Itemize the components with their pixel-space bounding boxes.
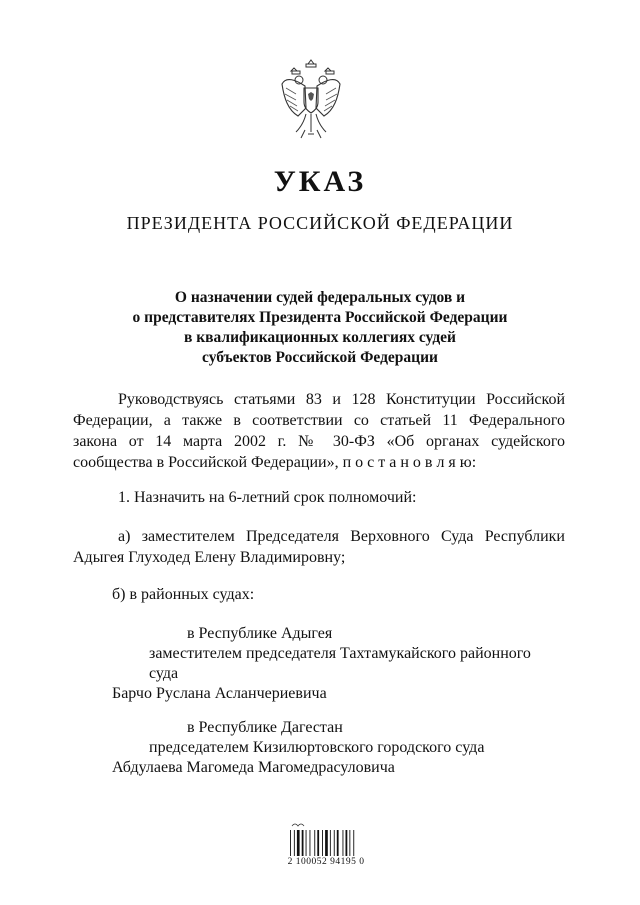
preamble-line-3: закона от 14 марта 2002 г. № 30-ФЗ «Об органах судейского [73,433,565,450]
dagestan-person: Абдулаева Магомеда Магомедрасуловича [112,759,395,776]
document-subject [0,288,640,368]
document-page: УКАЗ ПРЕЗИДЕНТА РОССИЙСКОЙ ФЕДЕРАЦИИ О назначении судей федеральных судов и о представителях Президента Российской Федерации в квалификационных коллегиях судей субъектов Российской Федерации Руководствуясь статьями 83 и 128 Конституции Российской Федерации, а также в соответствии со статьей 11 Федерального закона от 14 марта 2002 г. № 30-ФЗ «Об органах судейского сообщества в Российской Федерации», п о с т а н о в л я ю: 1. Назначить на 6-летний срок полномочий: а) заместителем Председателя Верховного Суда Республики Адыгея Глуходед Елену Владимировну; б) в районных судах: в Республике Адыгея заместителем председателя Тахтамукайского районного суда Барчо Руслана Асланчериевича в Республике Дагестан председателем Кизилюртовского городского суда Абдулаева Магомеда Магомедрасуловича 2 100052 94195 0 [0,0,640,905]
subject-line: в квалификационных коллегиях судей [184,329,456,346]
item-1: 1. Назначить на 6-летний срок полномочий: [118,489,417,506]
item-a-line-1: а) заместителем Председателя Верховного Суда Республики [118,528,565,545]
preamble-line-4: сообщества в Российской Федерации», п о с т а н о в л я ю: [73,454,477,471]
barcode-number: 2 100052 94195 0 [287,857,365,867]
item-b: б) в районных судах: [112,586,255,603]
document-title: УКАЗ [273,165,367,198]
subject-line: субъектов Российской Федерации [202,349,438,366]
russian-coat-of-arms-icon [280,58,342,140]
document-subtitle: ПРЕЗИДЕНТА РОССИЙСКОЙ ФЕДЕРАЦИИ [126,213,514,233]
preamble-line-2: Федерации, а также в соответствии со статьей 11 Федерального [73,412,565,429]
adygea-position: заместителем председателя Тахтамукайского районного [149,645,531,662]
item-a-line-2: Адыгея Глуходед Елену Владимировну; [73,549,346,566]
adygea-person: Барчо Руслана Асланчериевича [112,685,327,702]
adygea-region: в Республике Адыгея [187,625,333,642]
adygea-position-cont: суда [149,665,179,682]
subject-line: о представителях Президента Российской Федерации [132,309,508,326]
subject-line: О назначении судей федеральных судов и [174,289,466,306]
dagestan-position: председателем Кизилюртовского городского суда [149,739,485,756]
dagestan-region: в Республике Дагестан [187,719,343,736]
